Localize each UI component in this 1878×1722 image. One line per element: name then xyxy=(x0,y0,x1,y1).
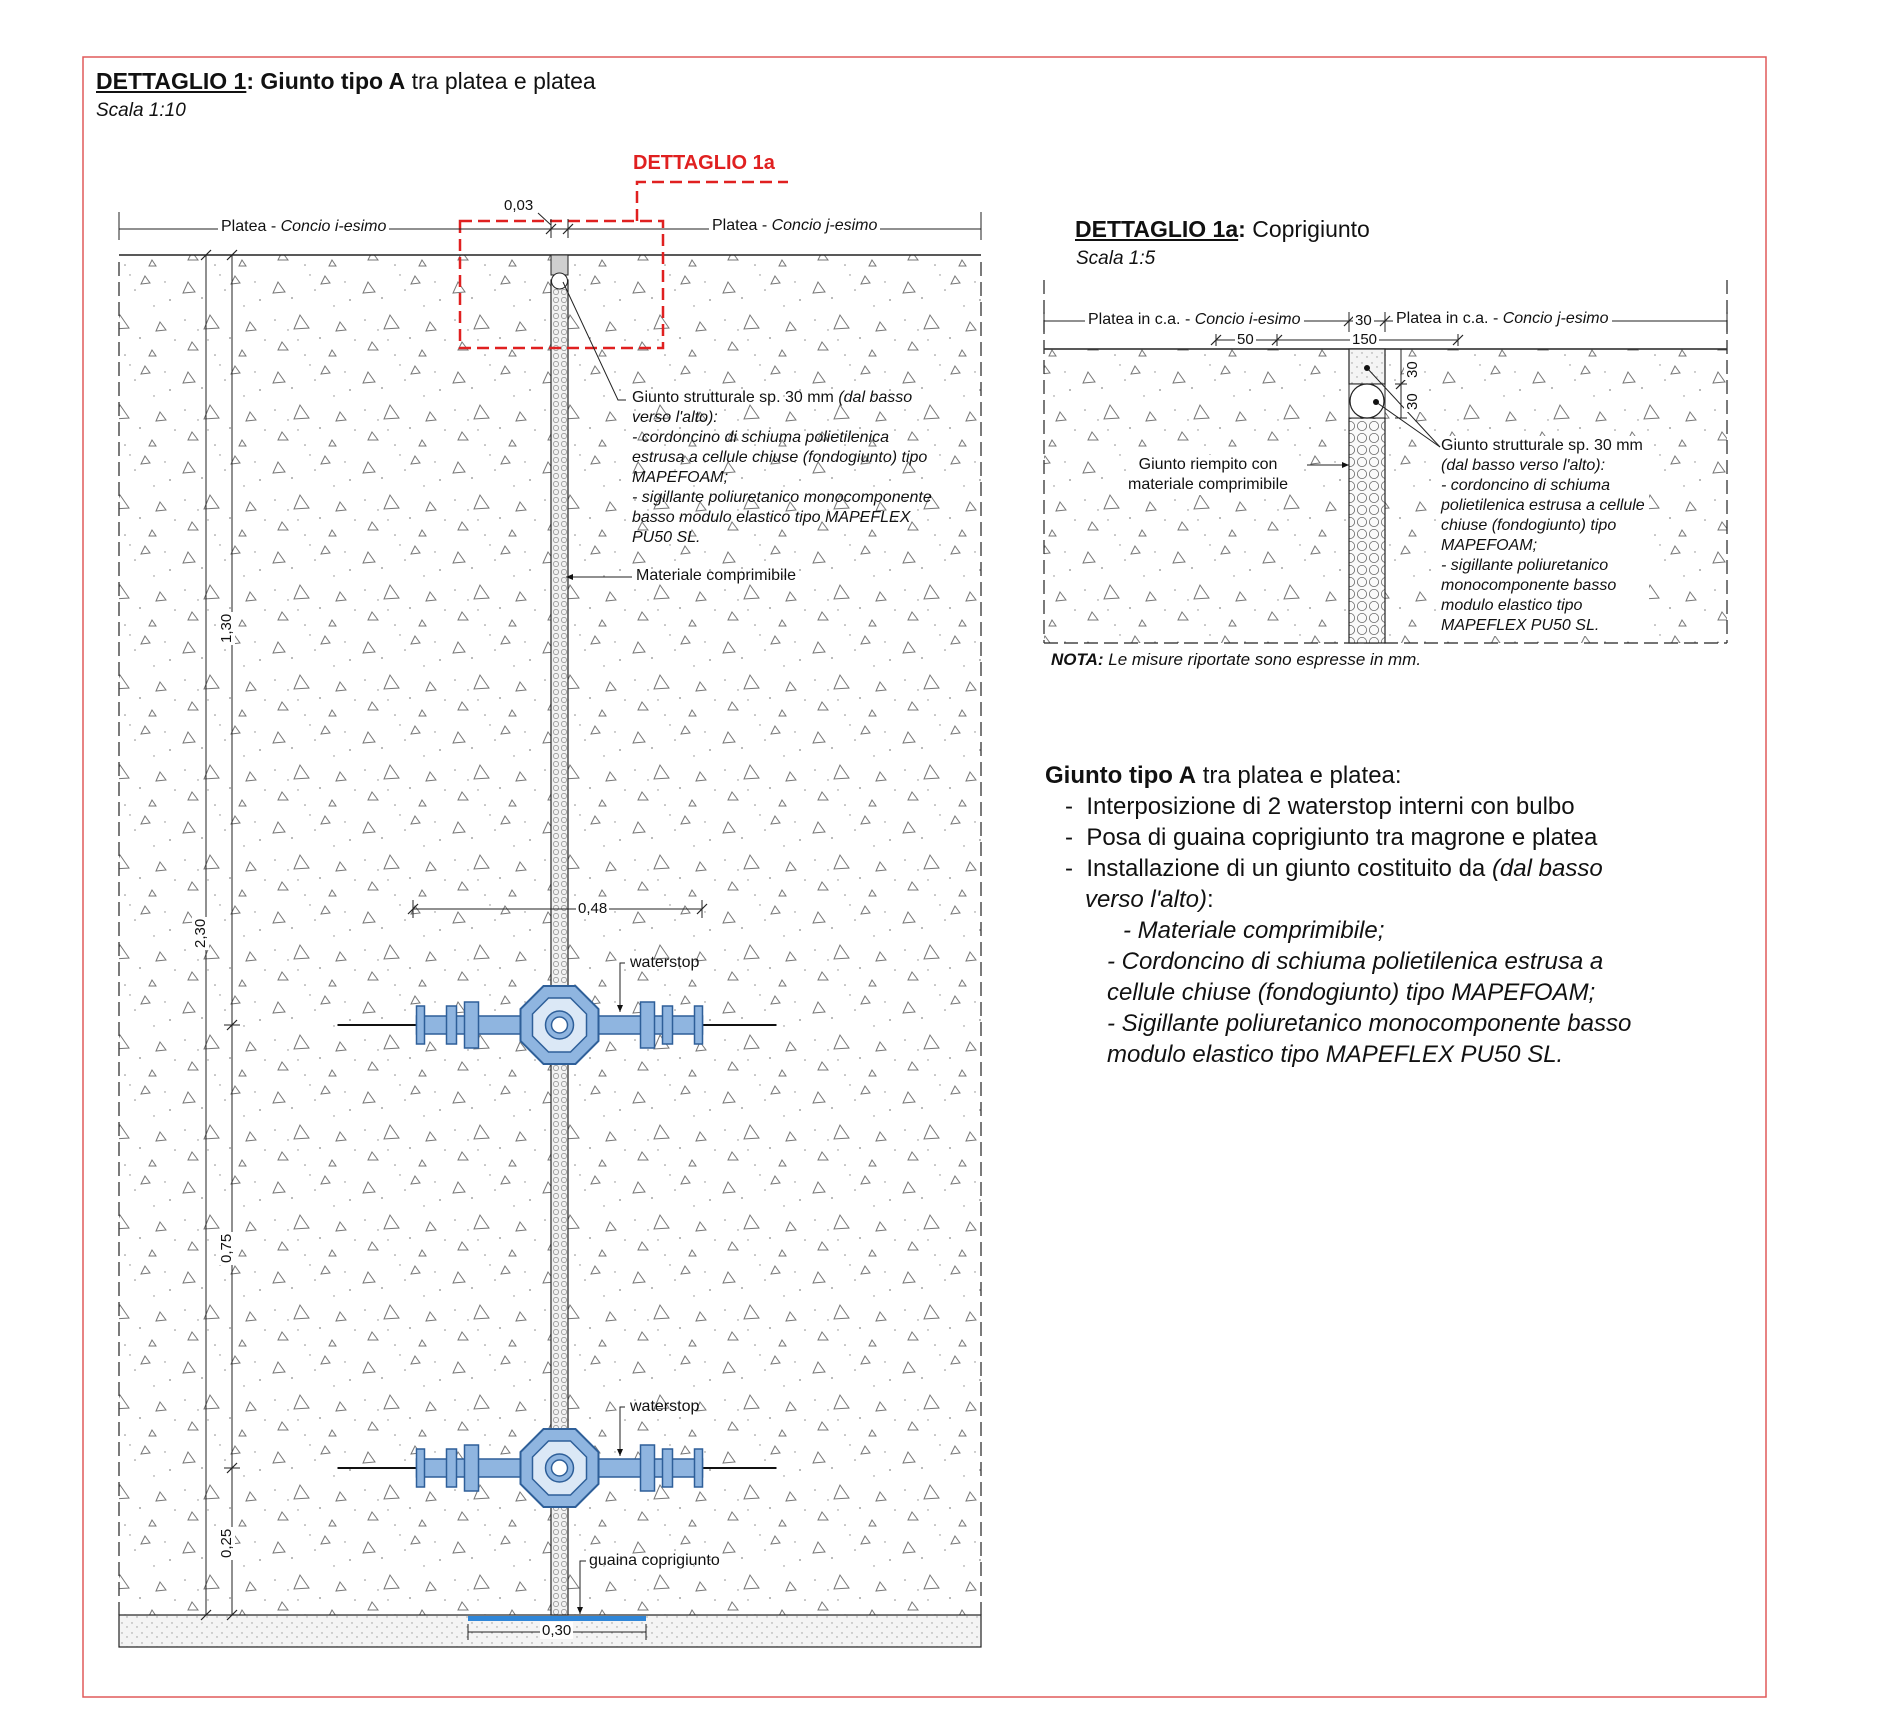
dim-guaina-width: 0,30 xyxy=(542,1622,572,1639)
detail1a-callout-line: (dal basso verso l'alto): xyxy=(1441,457,1606,474)
dim-1a-depth-a: 30 xyxy=(1404,361,1421,378)
slab-left-label xyxy=(218,218,389,236)
detail1a-slab-right-concio: Concio j-esimo xyxy=(1502,310,1609,327)
description-block xyxy=(1045,760,1631,1070)
description-title xyxy=(1045,760,1631,791)
description-sub-2b: cellule chiuse (fondogiunto) tipo MAPEFOAM; xyxy=(1107,979,1596,1006)
joint-callout xyxy=(632,388,932,548)
dim-total-height: 2,30 xyxy=(192,918,209,948)
description-item-3-cont xyxy=(1045,884,1631,915)
detail1a-callout-line: MAPEFOAM; xyxy=(1441,537,1538,554)
dim-lower-part: 0,25 xyxy=(218,1528,235,1558)
detail1a-filled-line: Giunto riempito con xyxy=(1138,456,1278,473)
detail1-title: DETTAGLIO 1: Giunto tipo A tra platea e platea xyxy=(96,68,596,94)
description-item-1-text: Interposizione di 2 waterstop interni con bulbo xyxy=(1086,793,1575,820)
detail1-scale: Scala 1:10 xyxy=(96,100,186,121)
detail1a-slab-right-name: Platea in c.a. - xyxy=(1396,310,1503,327)
dim-middle-part: 0,75 xyxy=(218,1233,235,1263)
detail1a-note-label: NOTA: xyxy=(1051,650,1104,669)
detail1a-slab-left-concio: Concio i-esimo xyxy=(1194,311,1301,328)
detail1a-title-code: DETTAGLIO 1a xyxy=(1075,216,1239,242)
joint-callout-line: - sigillante poliuretanico monocomponente xyxy=(632,489,932,506)
detail1a-callout-line: monocomponente basso xyxy=(1441,577,1617,594)
detail1a-callout xyxy=(1441,436,1649,636)
joint-compressible xyxy=(551,280,568,1615)
dim-joint-width: 0,03 xyxy=(504,197,534,214)
detail1a-callout-line: polietilenica estrusa a cellule xyxy=(1441,497,1645,514)
detail1a-callout-line: - cordoncino di schiuma xyxy=(1441,477,1610,494)
description-sub-3b: modulo elastico tipo MAPEFLEX PU50 SL. xyxy=(1107,1041,1564,1068)
description-item-3: - Installazione di un giunto costituito da (dal basso xyxy=(1065,855,1603,882)
description-sub-2a: - Cordoncino di schiuma polietilenica estrusa a xyxy=(1107,948,1604,975)
dim-1a-offset: 50 xyxy=(1237,331,1254,348)
detail1a-callout-line: - sigillante poliuretanico xyxy=(1441,557,1609,574)
waterstop-label-upper: waterstop xyxy=(630,954,700,971)
waterstop-label-lower: waterstop xyxy=(630,1398,700,1415)
joint-callout-line: - cordoncino di schiuma polietilenica xyxy=(632,429,890,446)
description-item-2-text: Posa di guaina coprigiunto tra magrone e platea xyxy=(1086,824,1598,851)
description-title-bold: Giunto tipo A xyxy=(1045,762,1197,789)
joint-callout-line: estrusa a cellule chiuse (fondogiunto) tipo xyxy=(632,449,928,466)
detail1a-slab-left-name: Platea in c.a. - xyxy=(1088,311,1195,328)
description-item-1: - Interposizione di 2 waterstop interni con bulbo xyxy=(1065,793,1575,820)
slab-right-name: Platea - xyxy=(712,217,772,234)
description-item-3-text: Installazione di un giunto costituito da xyxy=(1086,855,1492,882)
description-title-rest: tra platea e platea: xyxy=(1202,762,1402,789)
detail1a-title: DETTAGLIO 1a: Coprigiunto xyxy=(1075,216,1370,242)
detail1-title-rest: tra platea e platea xyxy=(411,68,596,94)
guaina-coprigiunto xyxy=(468,1616,646,1621)
joint-sealant xyxy=(551,255,568,275)
detail1a-note-text: Le misure riportate sono espresse in mm. xyxy=(1108,650,1422,669)
dim-1a-cover: 150 xyxy=(1352,331,1378,348)
description-item-3-italic2: verso l'alto) xyxy=(1085,886,1207,913)
detail1a-filled-label xyxy=(1128,455,1288,495)
detail1-title-bold: Giunto tipo A xyxy=(260,68,406,94)
dim-1a-joint: 30 xyxy=(1355,312,1372,329)
detail1a-scale: Scala 1:5 xyxy=(1076,248,1156,269)
dim-1a-depth-b: 30 xyxy=(1404,393,1421,410)
detail1a-reference: DETTAGLIO 1a xyxy=(633,152,775,174)
slab-left xyxy=(119,255,551,1615)
description-item-2: - Posa di guaina coprigiunto tra magrone e platea xyxy=(1065,824,1598,851)
joint-callout-line: basso modulo elastico tipo MAPEFLEX xyxy=(632,509,911,526)
slab-right-label xyxy=(709,217,880,235)
joint-callout-line: verso l'alto): xyxy=(632,409,718,426)
detail1a-note xyxy=(1051,650,1421,670)
dim-waterstop-width: 0,48 xyxy=(578,900,608,917)
joint-callout-line: PU50 SL. xyxy=(632,529,701,546)
material-label: Materiale comprimibile xyxy=(636,567,797,584)
detail1a-callout-line: MAPEFLEX PU50 SL. xyxy=(1441,617,1600,634)
slab-right-concio: Concio j-esimo xyxy=(771,217,878,234)
joint-callout-line1: Giunto strutturale sp. 30 mm xyxy=(632,389,839,406)
description-item-3-end: : xyxy=(1206,886,1214,913)
detail1a-callout-line: modulo elastico tipo xyxy=(1441,597,1583,614)
dim-upper-part: 1,30 xyxy=(218,613,235,643)
slab-left-name: Platea - xyxy=(221,218,281,235)
guaina-label: guaina coprigiunto xyxy=(589,1552,720,1569)
description-item-3-italic: (dal basso xyxy=(1491,855,1603,882)
description-sub-1: - Materiale comprimibile; xyxy=(1123,917,1385,944)
detail1a-callout-line: chiuse (fondogiunto) tipo xyxy=(1441,517,1617,534)
detail1a-slab-right-label xyxy=(1393,310,1612,328)
detail1-title-code: DETTAGLIO 1 xyxy=(96,68,247,94)
joint-callout-line: MAPEFOAM; xyxy=(632,469,729,486)
detail1a-filled-line: materiale comprimibile xyxy=(1128,476,1289,493)
detail1a-callout-line1: Giunto strutturale sp. 30 mm xyxy=(1441,437,1643,454)
joint-callout-line1-italic: (dal basso xyxy=(838,389,913,406)
slab-left-concio: Concio i-esimo xyxy=(280,218,387,235)
description-sub-3a: - Sigillante poliuretanico monocomponente basso xyxy=(1107,1010,1632,1037)
detail1a-title-rest: Coprigiunto xyxy=(1252,216,1370,242)
detail1a-slab-left-label xyxy=(1085,311,1304,329)
